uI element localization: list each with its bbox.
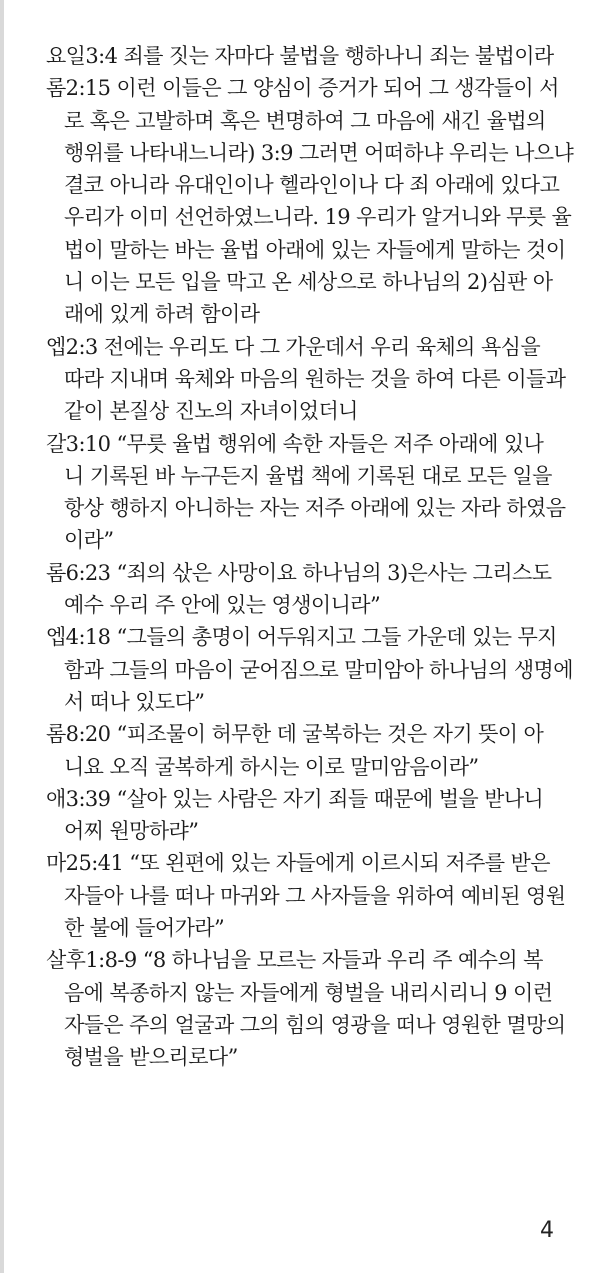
verse-matthew-25-41	[0, 847, 600, 944]
verse-line: 살후1:8-9 “8 하나님을 모르는 자들과 우리 주 예수의 복	[46, 948, 543, 973]
verse-1john-3-4	[0, 40, 600, 72]
verse-line: 래에 있게 하려 함이라	[64, 302, 260, 327]
verse-line: 결코 아니라 유대인이나 헬라인이나 다 죄 아래에 있다고	[64, 173, 560, 198]
verse-line: 니 이는 모든 입을 막고 온 세상으로 하나님의 2)심판 아	[64, 270, 553, 295]
verse-line: 우리가 이미 선언하였느니라. 19 우리가 알거니와 무릇 율	[64, 205, 572, 230]
verse-line: 음에 복종하지 않는 자들에게 형벌을 내리시리니 9 이런	[64, 980, 553, 1005]
verse-line: 항상 행하지 아니하는 자는 저주 아래에 있는 자라 하였음	[64, 496, 566, 521]
verse-line: 니요 오직 굴복하게 하시는 이로 말미암음이라”	[64, 754, 479, 779]
verse-romans-2-15	[0, 72, 600, 330]
verse-ephesians-2-3	[0, 331, 600, 428]
verse-line: 형벌을 받으리로다”	[64, 1045, 238, 1070]
verse-line: 한 불에 들어가라”	[64, 916, 225, 941]
verse-line: 함과 그들의 마음이 굳어짐으로 말미암아 하나님의 생명에	[64, 657, 573, 682]
verse-list	[0, 40, 600, 1074]
verse-2thessalonians-1-8-9	[0, 944, 600, 1073]
verse-line: 행위를 나타내느니라) 3:9 그러면 어떠하냐 우리는 나으냐	[64, 140, 574, 165]
verse-lamentations-3-39	[0, 783, 600, 848]
verse-line: 법이 말하는 바는 율법 아래에 있는 자들에게 말하는 것이	[64, 237, 566, 262]
verse-line: 같이 본질상 진노의 자녀이었더니	[64, 399, 358, 424]
page-number: 4	[540, 1218, 554, 1243]
verse-line: 서 떠나 있도다”	[64, 689, 205, 714]
verse-line: 롬6:23 “죄의 삯은 사망이요 하나님의 3)은사는 그리스도	[46, 560, 552, 585]
verse-line: 마25:41 “또 왼편에 있는 자들에게 이르시되 저주를 받은	[46, 851, 550, 876]
verse-line: 갈3:10 “무릇 율법 행위에 속한 자들은 저주 아래에 있나	[46, 431, 544, 456]
verse-romans-8-20	[0, 718, 600, 783]
verse-line: 자들아 나를 떠나 마귀와 그 사자들을 위하여 예비된 영원	[64, 883, 566, 908]
verse-line: 니 기록된 바 누구든지 율법 책에 기록된 대로 모든 일을	[64, 463, 552, 488]
verse-line: 엡2:3 전에는 우리도 다 그 가운데서 우리 육체의 욕심을	[46, 334, 541, 359]
verse-line: 어찌 원망하랴”	[64, 819, 199, 844]
verse-line: 이라”	[64, 528, 114, 553]
verse-line: 로 혹은 고발하며 혹은 변명하여 그 마음에 새긴 율법의	[64, 108, 546, 133]
verse-romans-6-23	[0, 557, 600, 622]
verse-galatians-3-10	[0, 428, 600, 557]
verse-line: 롬8:20 “피조물이 허무한 데 굴복하는 것은 자기 뜻이 아	[46, 722, 544, 747]
verse-line: 애3:39 “살아 있는 사람은 자기 죄들 때문에 벌을 받나니	[46, 786, 544, 811]
verse-line: 요일3:4 죄를 짓는 자마다 불법을 행하나니 죄는 불법이라	[46, 44, 554, 68]
verse-line: 엡4:18 “그들의 총명이 어두워지고 그들 가운데 있는 무지	[46, 625, 557, 650]
verse-line: 예수 우리 주 안에 있는 영생이니라”	[64, 593, 381, 618]
verse-line: 롬2:15 이런 이들은 그 양심이 증거가 되어 그 생각들이 서	[46, 76, 559, 101]
verse-ephesians-4-18	[0, 621, 600, 718]
verse-line: 자들은 주의 얼굴과 그의 힘의 영광을 떠나 영원한 멸망의	[64, 1012, 566, 1037]
verse-line: 따라 지내며 육체와 마음의 원하는 것을 하여 다른 이들과	[64, 366, 566, 391]
